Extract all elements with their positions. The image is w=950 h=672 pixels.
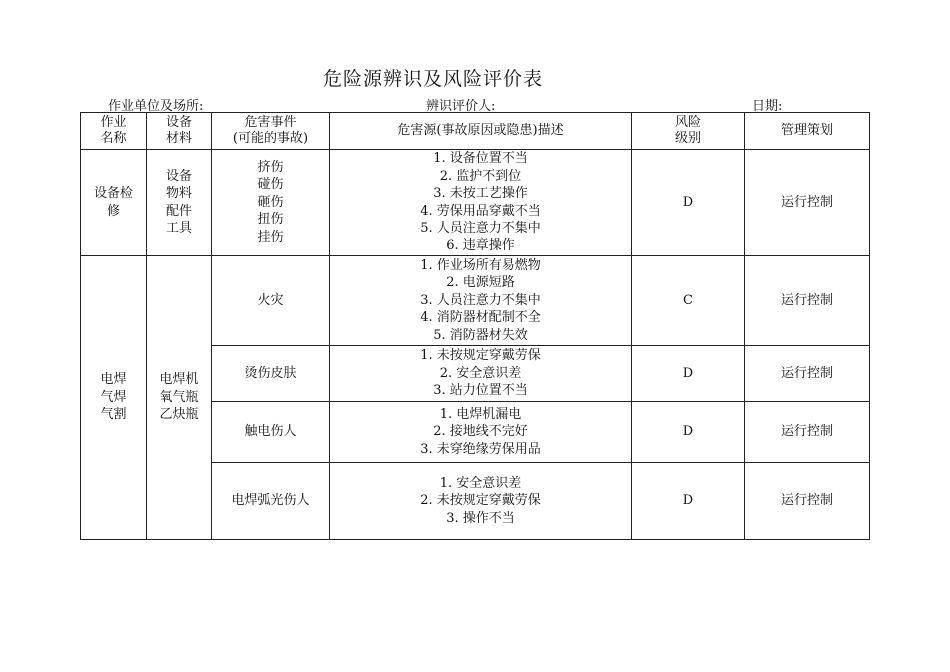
work-unit-label: 作业单位及场所: <box>108 99 204 114</box>
hazard-description-cell: 1. 作业场所有易燃物 2. 电源短路 3. 人员注意力不集中 4. 消防器材配制不全 5. 消防器材失效 <box>330 256 632 346</box>
event-cell: 火灾 <box>212 256 330 346</box>
risk-level-cell: D <box>632 463 745 540</box>
header-plan: 管理策划 <box>745 113 870 150</box>
hazard-description-cell: 1. 安全意识差 2. 未按规定穿戴劳保 3. 操作不当 <box>330 463 632 540</box>
equipment-cell: 设备 物料 配件 工具 <box>147 150 212 256</box>
risk-level-cell: C <box>632 256 745 346</box>
hazard-description-cell: 1. 设备位置不当 2. 监护不到位 3. 未按工艺操作 4. 劳保用品穿戴不当 5. 人员注意力不集中 6. 违章操作 <box>330 150 632 256</box>
risk-level-cell: D <box>632 402 745 463</box>
risk-assessment-table <box>80 112 870 540</box>
hazard-description-cell: 1. 电焊机漏电 2. 接地线不完好 3. 未穿绝缘劳保用品 <box>330 402 632 463</box>
equipment-cell: 电焊机 氧气瓶 乙炔瓶 <box>147 256 212 540</box>
header-risk-level: 风险 级别 <box>632 113 745 150</box>
management-plan-cell: 运行控制 <box>745 463 870 540</box>
event-cell: 挤伤 碰伤 砸伤 扭伤 挂伤 <box>212 150 330 256</box>
risk-level-cell: D <box>632 150 745 256</box>
header-hazard: 危害源(事故原因或隐患)描述 <box>330 113 632 150</box>
page-title: 危险源辨识及风险评价表 <box>322 68 543 90</box>
header-row <box>81 113 870 150</box>
risk-level-cell: D <box>632 346 745 402</box>
assessor-label: 辨识评价人: <box>426 99 496 114</box>
work-name-cell: 电焊 气焊 气割 <box>81 256 147 540</box>
management-plan-cell: 运行控制 <box>745 150 870 256</box>
header-equipment: 设备 材料 <box>147 113 212 150</box>
event-cell: 烫伤皮肤 <box>212 346 330 402</box>
hazard-description-cell: 1. 未按规定穿戴劳保 2. 安全意识差 3. 站力位置不当 <box>330 346 632 402</box>
work-name-cell: 设备检 修 <box>81 150 147 256</box>
table-row <box>81 150 870 256</box>
event-cell: 电焊弧光伤人 <box>212 463 330 540</box>
header-work-name: 作业 名称 <box>81 113 147 150</box>
date-label: 日期: <box>752 99 783 114</box>
header-event: 危害事件 (可能的事故) <box>212 113 330 150</box>
management-plan-cell: 运行控制 <box>745 402 870 463</box>
management-plan-cell: 运行控制 <box>745 256 870 346</box>
management-plan-cell: 运行控制 <box>745 346 870 402</box>
table-row <box>81 256 870 346</box>
event-cell: 触电伤人 <box>212 402 330 463</box>
